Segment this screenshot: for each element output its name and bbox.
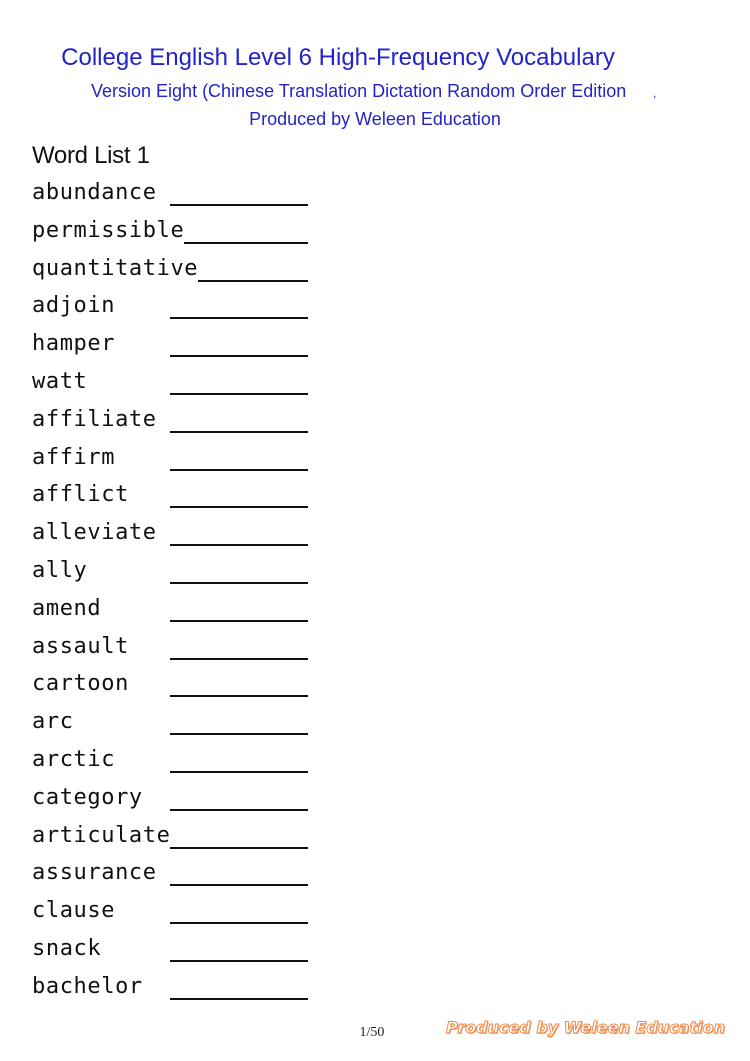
- word-row: [32, 819, 322, 857]
- document-title: College English Level 6 High-Frequency Vocabulary: [61, 44, 615, 71]
- page-number: 1/50: [359, 1025, 385, 1040]
- word-row: [32, 289, 322, 327]
- word: abundance: [32, 180, 157, 205]
- answer-blank: [170, 506, 308, 508]
- word-row: [32, 743, 322, 781]
- answer-blank: [170, 204, 308, 206]
- word-row: [32, 894, 322, 932]
- word-row: [32, 970, 322, 1008]
- answer-blank: [170, 809, 308, 811]
- word: permissible: [32, 217, 185, 243]
- word: watt: [32, 368, 88, 394]
- answer-blank: [170, 620, 308, 622]
- answer-blank: [170, 960, 308, 962]
- word-row: [32, 327, 322, 365]
- word-row: [32, 667, 322, 705]
- watermark-logo: Produced by Weleen Education: [446, 1018, 725, 1037]
- producer-line: Produced by Weleen Education: [249, 109, 501, 129]
- word-row: [32, 856, 322, 894]
- answer-blank: [170, 922, 308, 924]
- answer-blank: [170, 658, 308, 660]
- answer-blank: [198, 280, 308, 282]
- word: clause: [32, 898, 116, 924]
- word-row: [32, 252, 322, 290]
- word: amend: [32, 595, 102, 621]
- word-row: [32, 705, 322, 743]
- answer-blank: [170, 317, 308, 319]
- answer-blank: [170, 431, 308, 433]
- word: arc: [32, 709, 74, 735]
- document-subtitle: Version Eight (Chinese Translation Dictation Random Order Edition: [91, 81, 627, 101]
- word: adjoin: [32, 293, 116, 319]
- word-row: [32, 592, 322, 630]
- word-row: [32, 478, 322, 516]
- word-row: [32, 176, 322, 214]
- word-row: [32, 781, 322, 819]
- word: category: [32, 784, 143, 810]
- answer-blank: [170, 847, 308, 849]
- word-row: [32, 365, 322, 403]
- answer-blank: [170, 695, 308, 697]
- word-row: [32, 932, 322, 970]
- word: articulate: [32, 822, 171, 848]
- answer-blank: [170, 998, 308, 1000]
- word: snack: [32, 935, 102, 961]
- word: bachelor: [32, 973, 143, 999]
- word-row: [32, 554, 322, 592]
- word: cartoon: [32, 671, 129, 697]
- word: assault: [32, 633, 129, 659]
- word-row: [32, 516, 322, 554]
- word-row: [32, 630, 322, 668]
- answer-blank: [170, 469, 308, 471]
- answer-blank: [170, 544, 308, 546]
- word: alleviate: [32, 520, 157, 546]
- word: assurance: [32, 860, 157, 886]
- answer-blank: [170, 582, 308, 584]
- answer-blank: [170, 771, 308, 773]
- answer-blank: [170, 393, 308, 395]
- answer-blank: [170, 884, 308, 886]
- word-row: [32, 441, 322, 479]
- word: afflict: [32, 482, 129, 508]
- word: arctic: [32, 746, 116, 772]
- word: quantitative: [32, 255, 199, 281]
- word: affiliate: [32, 406, 157, 432]
- word-list-heading: Word List 1: [32, 142, 150, 169]
- answer-blank: [184, 242, 308, 244]
- word: ally: [32, 557, 88, 583]
- word: affirm: [32, 444, 116, 470]
- word-row: [32, 214, 322, 252]
- word: hamper: [32, 331, 116, 357]
- word-list: [32, 176, 322, 1008]
- subtitle-mark: ,: [653, 86, 657, 100]
- answer-blank: [170, 355, 308, 357]
- answer-blank: [170, 733, 308, 735]
- word-row: [32, 403, 322, 441]
